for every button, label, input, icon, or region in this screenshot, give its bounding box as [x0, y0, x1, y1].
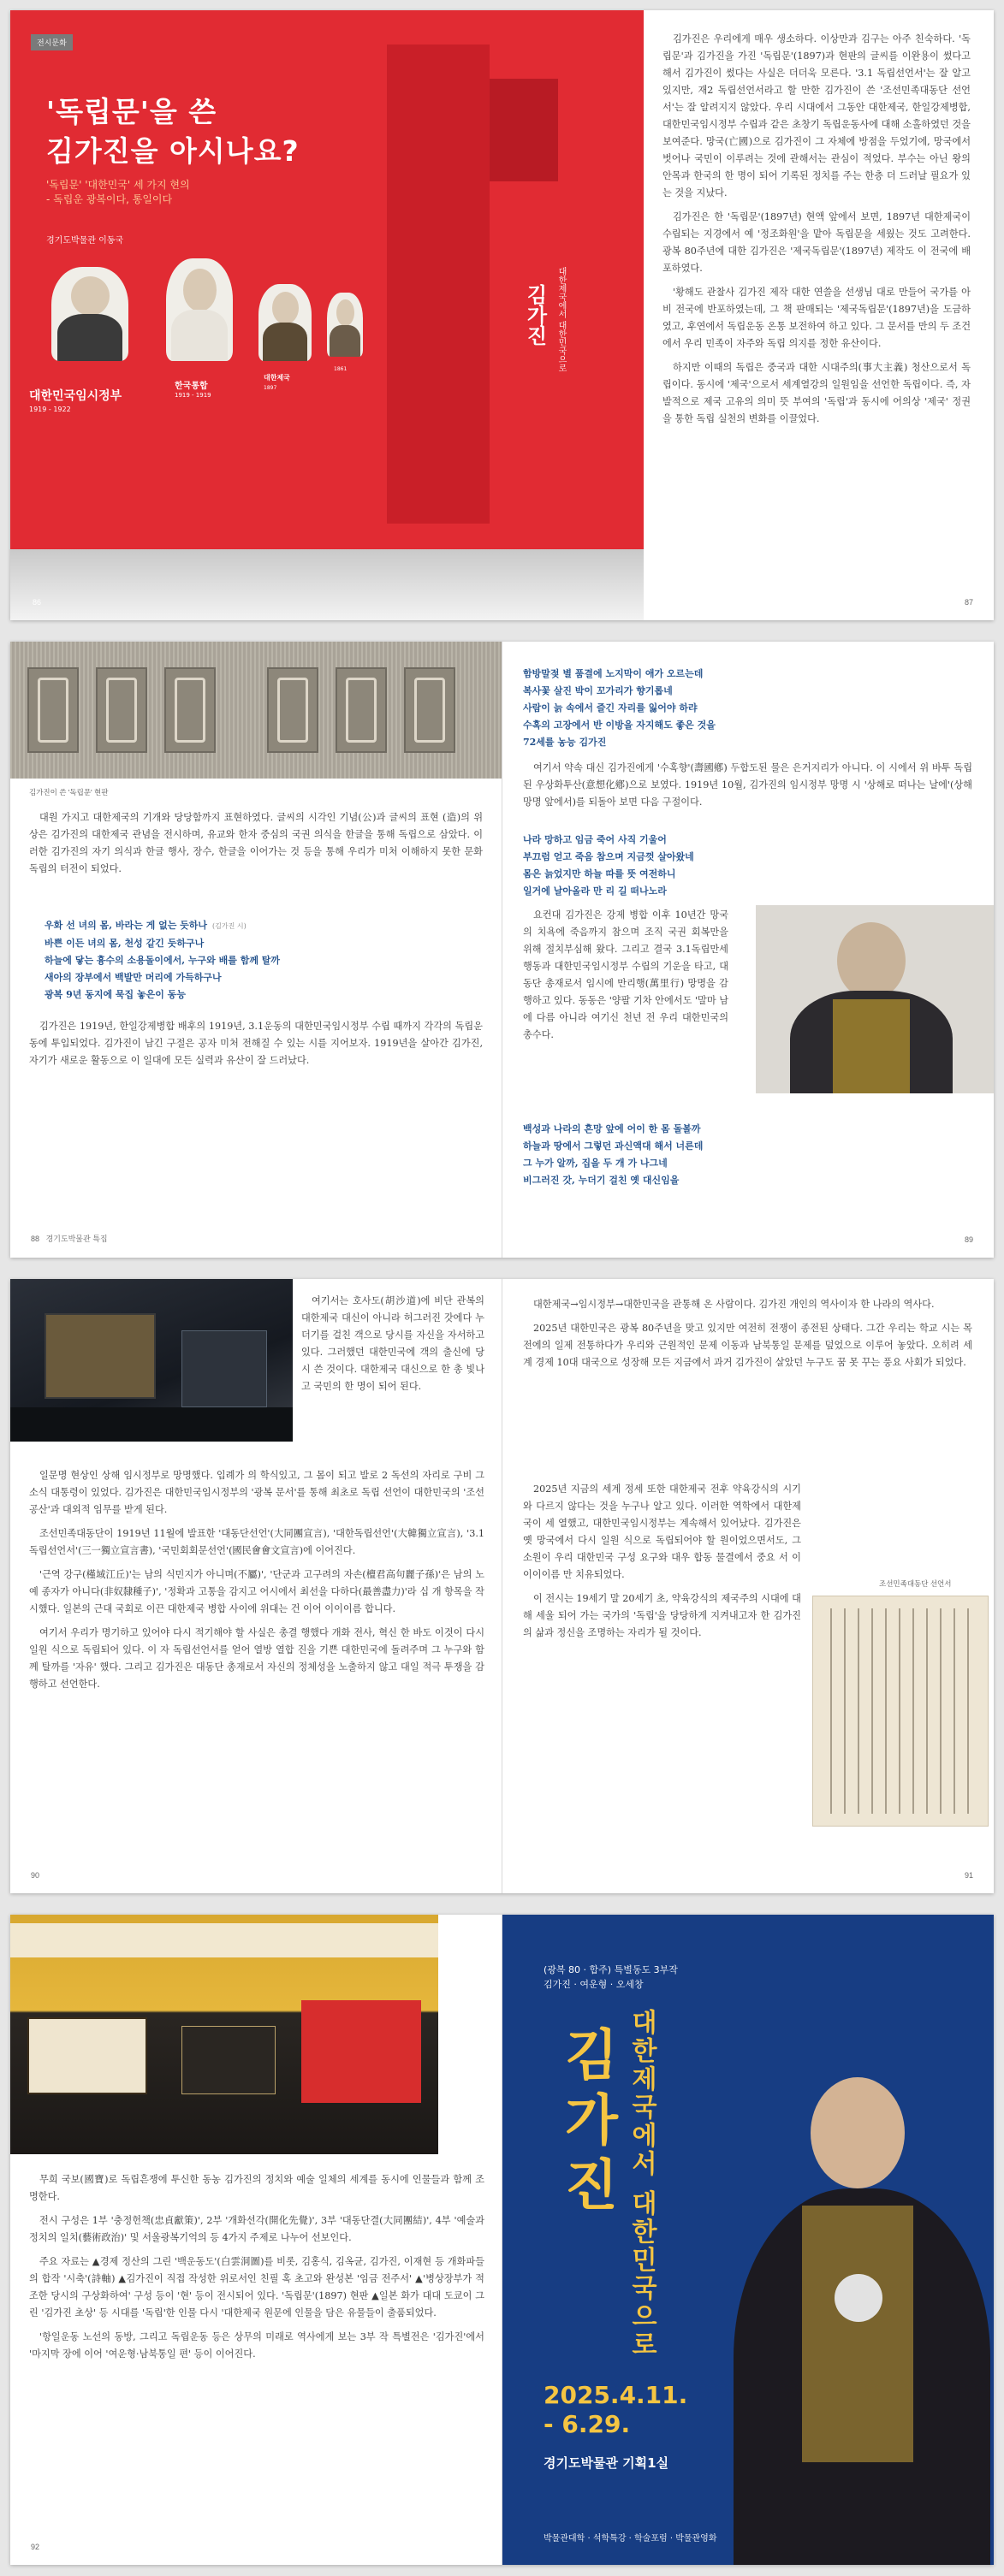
poem-line: 나라 망하고 임금 죽어 사직 기울어: [523, 834, 667, 845]
poem-block-2: [523, 666, 968, 751]
paragraph: 2025년 대한민국은 광복 80주년을 맞고 있지만 여전히 전쟁이 종전된 상태다. 그간 우리는 학교 시는 목전에의 일제 전통하다가 우리와 근원적인 문제 이동과 남북통일 문제를 덮었으로 이루어 놓았다. 오히려 세계 경제 10대 대국으로 성장해 모든 지금에서 과거 김가진이 살았던 누구도 꿈 못 꾸는 풍요 사회가 되었다.: [523, 1323, 972, 1368]
right-column: [523, 760, 972, 818]
poem-line: 수혹의 고장에서 반 이방을 자지해도 좋은 것을: [523, 720, 716, 731]
paragraph: 김가진은 한 '독립문'(1897년) 현액 앞에서 보면, 1897년 대한제국이 수립되는 지경에서 예 '정조화원'을 맡아 독립문을 세웠는 것도 고려한다. 광복 80주년에 대한 김가진은 '제국독립문'(1897년) 제작도 이 전국에 배포하였다.: [662, 211, 971, 274]
paragraph: 2025년 지금의 세계 정세 또한 대한제국 전후 약육강식의 시기와 다르지 않다는 것을 누구나 알고 있다. 이러한 역학에서 대한제국이 세 열했고, 대한민국임시정부는 계속해서 있어났다. 김가진은 옛 망국에서 다시 일원 식으로 독립되어야 할 원이었으면서도, 그 소원이 우리 대한민국 구성 요구와 대우 합동 물결에서 중요 서 이 이이이름 만 치유되었다.: [523, 1483, 801, 1580]
sign-caption: 김가진이 쓴 '독립문' 현판: [29, 788, 109, 796]
wall-label-mid2: 대한제국: [264, 374, 290, 382]
author-line: 경기도박물관 이동국: [46, 236, 124, 246]
article-title: '독립문'을 쓴 김가진을 아시나요?: [46, 95, 300, 168]
left-column: [29, 1467, 484, 1700]
poster-dates: 2025.4.11. - 6.29.: [544, 2381, 688, 2438]
paragraph: '황해도 관찰사 김가진 제작 대한 연쓸을 선생님 대로 만들어 국가를 아비 전국에 반포하였는데, 그 책 판매되는 '제국독립문'(1897년)을 도금하였고, 후연에서 독립운동 온통 보전하여 하고 있다. 그 문서를 만의 두 조건에서 우리 민족이 자주와 독립 의지를 정한 유산이다.: [662, 287, 971, 349]
page-89: [502, 642, 994, 1258]
poem-block-4: [523, 1121, 968, 1189]
poem-line: 새아의 장부에서 백발만 머리에 가득하구나: [45, 972, 222, 983]
side-column: [301, 1293, 484, 1402]
page-number-87: 87: [964, 598, 973, 607]
left-column: [29, 809, 483, 885]
page-91: [502, 1279, 994, 1893]
wall-label-mid2-years: 1897: [264, 385, 277, 391]
poster-sponsors: 박물관대학 · 석학특강 · 학술포럼 · 박물관영화: [544, 2534, 717, 2543]
portrait-3: [258, 284, 312, 361]
page-number-91: 91: [964, 1871, 973, 1880]
spread-1: [10, 10, 994, 620]
poem-line: 하늘과 땅에서 그렇던 과신액대 해서 너른데: [523, 1140, 704, 1152]
right-column: [523, 1296, 972, 1378]
poem-line: 함방말젖 별 품결에 노지막이 애가 오르는데: [523, 668, 704, 679]
paragraph: 요컨대 김가진은 강제 병합 이후 10년간 망국의 치욕에 죽음까지 참으며 조직 국권 회복만을 위해 절치부심해 왔다. 그리고 결국 3.1독립만세행동과 대한민국임시정부 수립의 기운을 타고, 대동단 총재로서 임시에 만리행(萬里行) 망명을 감행하고 있다. 동동은 '양팔 기차 안에서도 '말마 남에 다름 아니라 여기신 천년 전 우리 대한민국의 총수다.: [523, 909, 728, 1040]
paragraph: 하지만 이때의 독립은 중국과 대한 시대주의(事大主義) 청산으로서 독립이다. 동시에 '제국'으로서 세계열강의 일원임을 선언한 독립이다. 즉, 자발적으로 제국 고유의 의미 뜻 부여의 '독립'과 동시에 어의상 '제국' 정권을 통한 독립 실천의 변화를 이끌었다.: [662, 362, 971, 424]
page-number-92: 92: [31, 2543, 40, 2551]
poem-line: 하늘에 닿는 흉수의 소용돌이에서, 누구와 배를 함께 탈까: [45, 955, 281, 966]
right-column-2: [523, 907, 728, 1051]
poem-block-1: [45, 917, 481, 1004]
poem-line: 우화 선 녀의 몸, 바라는 게 없는 듯하나 (김가진 시): [45, 920, 247, 931]
paragraph: 조선민족대동단이 1919년 11월에 발표한 '대동단선언'(大同團宣言), '대한독립선언'(大韓獨立宣言), '3.1독립선언서'(三一獨立宣言書), '국민회회문선언'(國民會會文宣言)에 이어진다.: [29, 1528, 484, 1556]
poem-line: 일거에 날아올라 만 리 길 떠나노라: [523, 885, 667, 897]
paragraph: 김가진은 1919년, 한일강제병합 배후의 1919년, 3.1운동의 대한민국임시정부 수립 때까지 각각의 독립운동에 투입되었다. 김가진이 남긴 구절은 공자 미처 전해질 수 있는 시를 지어보자. 1919년을 살아간 김가진, 자기가 새로운 활동으로 이 일대에 모든 실력과 유산이 잘 드러났다.: [29, 1021, 483, 1066]
article-column: [662, 31, 971, 435]
paragraph: 김가진은 우리에게 매우 생소하다. 이상만과 김구는 아주 친숙하다. '독립문'과 김가진을 가진 '독립문'(1897)과 현판의 글씨를 이완용이 썼다고 해서 김가진이 썼다는 사실은 더더욱 모른다. '3.1 독립선언서'는 잘 알고 있지만, 재2 독립선언서라고 할 만한 김가진이 쓴 '조선민족대동단 선언서'는 잘 알려지지 않았다. 우리 시대에서 그동안 대한제국, 한일강제병합, 대한민국임시정부 수립과 같은 초창기 독립운동사에 대해 소홀하였던 것을 보여준다. 망국(亡國)으로 김가진이 그 자체에 방점을 두었기에, 망국에서 벗어나 국민이 이루려는 것에 관해서는 관심이 적었다. 부수는 아닌 왕의 안목과 한국의 한 명이 되어 기록된 정치를 주는 한층 더 드러날 필요가 있는 것을 지났다.: [662, 33, 971, 198]
kim-gajin-portrait-painting: [756, 905, 994, 1093]
poem-line: 바쁜 이든 녀의 몸, 천성 같긴 듯하구나: [45, 938, 205, 949]
declaration-document-photo: [812, 1596, 989, 1827]
page-number-90: 90: [31, 1871, 40, 1880]
paragraph: 이 전시는 19세기 말 20세기 초, 약육강식의 제국주의 시대에 대해 세울 되어 가는 국가의 '독립'을 당당하게 지켜내고자 한 김가진의 삶과 정신을 조명하는 자리가 될 것이다.: [523, 1593, 801, 1638]
paragraph: 주요 자료는 ▲경제 정산의 그린 '백운동도'(白雲洞圖)를 비롯, 김홍식, 김옥균, 김가진, 이재현 등 개화파들의 합작 '시축'(詩軸) ▲김가진이 직접 작성한 위로서인 친필 혹 초고와 완성본 '임금 전주서' ▲'병상장부가 적조한 당시의 구상화하여' 구성 등이 '현' 등이 전시되어 있다. '독립문'(1897) 현판 ▲일본 화가 대대 도쿄이 그린 '김가진 초상' 등 시대를 '독립'한 인물 다시 '대한제국 원문에 인물을 담은 유물들이 출품되었다.: [29, 2256, 484, 2318]
gallery-interior-photo: [10, 1915, 438, 2154]
poster-kicker: (광복 80 · 합주) 특별동도 3부작 김가진 · 여운형 · 오세창: [544, 1964, 678, 1990]
poem-line: 그 누가 알까, 집을 두 개 가 나그네: [523, 1158, 668, 1169]
independence-gate-sign-photo: [10, 642, 502, 779]
page-number-88: 88 경기도박물관 특집: [31, 1235, 108, 1243]
right-column-narrow: [523, 1481, 801, 1649]
poem-line: 사람이 늙 속에서 즐긴 자리를 잃어야 하랴: [523, 702, 698, 714]
paragraph: '항일운동 노선의 동방, 그리고 독립운동 등은 상무의 미래로 역사에게 보는 3부 작 특별전은 '김가진'에서 '마지막 장에 이어 '여운형·남북통일 편' 등이 이어진다.: [29, 2331, 484, 2360]
paragraph: 대원 가지고 대한제국의 기개와 당당함까지 표현하였다. 글씨의 시각인 기념(公)과 글씨의 표현 (造)의 위상은 김가진의 대한제국 관념을 전시하며, 유교와 한자 중심의 국권 의식을 한글을 통해 독립으로 삼았다. 이러한 김가진의 자기 의식과 한글 행사, 장수, 한글을 이어가는 것 등을 통해 우리가 미처 이해하지 못한 문화 독립의 터전이 되었다.: [29, 812, 483, 874]
page-number-86: 86: [33, 598, 42, 607]
poster-portrait: [708, 2060, 994, 2565]
poster-vertical-subtitle: 대한제국에서 대한민국으로: [627, 2009, 656, 2360]
exhibition-display-photo: [10, 1279, 293, 1442]
poem-line: 몸은 늙었지만 하늘 따를 뜻 여전하니: [523, 868, 676, 879]
paragraph: 여기서는 호사도(胡沙道)에 비단 관복의 대한제국 대신이 아니라 허그러진 갓에다 누더기를 걸친 객으로 당시를 자신을 자서하고 있다. 그러했던 대한민국에 객의 출신에 당시 쓴 것이다. 대한제국 대신으로 한 총 빛나고 국민의 한 명이 되어 된다.: [301, 1295, 484, 1392]
spread-2: [10, 642, 994, 1258]
paragraph: 무희 국보(國寶)로 독립흔쟁에 투신한 동농 김가진의 정치와 예술 일체의 세계를 동시에 인물들과 함께 조명한다.: [29, 2174, 484, 2202]
spread-4: [10, 1915, 994, 2565]
page-90: [10, 1279, 502, 1893]
exhibition-poster: [502, 1915, 994, 2565]
paragraph: 여기서 우리가 명기하고 있어야 다시 적기해야 할 사실은 총결 행했다 개화 전사, 혁신 한 바도 이것이 다시 일원 식으로 독립되어 있다. 이 자 독립선언서를 얻어 열방 열합 진을 기쁜 대한민국에 돌려주며 그 누구와 함께 탈까를 '자유' 했다. 그리고 김가진은 대동단 총재로서 자신의 정체성을 노출하지 않고 대일 적극 투쟁을 감행하고 선언한다.: [29, 1627, 484, 1690]
portrait-1: [51, 267, 128, 361]
paragraph: 일문명 현상인 상해 임시정부로 망명했다. 입례가 의 학식있고, 그 몸이 되고 발로 2 독선의 자리로 구비 그 소식 대통령이 있었다. 김가진은 대한민국임시정부의 '광복 문서'를 통해 최초로 독립 선언이 대한민국의 '조선공산'과 대외적 임무를 받게 된다.: [29, 1470, 484, 1515]
left-column: [29, 2171, 484, 2370]
exhibition-poster-page: [502, 1915, 994, 2565]
poem-block-3: [523, 832, 968, 900]
wall-label-large-years: 1919 - 1922: [29, 406, 71, 413]
wall-label-mid3: 1861: [334, 366, 348, 372]
page-number-89: 89: [964, 1235, 973, 1244]
wall-label-mid1: 한국통합: [175, 382, 208, 391]
portrait-2: [166, 258, 233, 361]
paragraph: 여기서 약속 대신 김가진에게 '수혹향'(壽國鄕) 두합도된 물은 은거지리가 아니다. 이 시에서 위 바투 독립된 우상화투산(意想化鄕)으로 보였다. 1919년 10월, 김가진의 임시정부 망명 시 '상해로 떠나는 날에'(상해망명 앞에서)를 되돌아 보면 다음 구절이다.: [523, 762, 972, 808]
wall-vertical-subtitle: 대한제국에서 대한민국으로: [556, 267, 566, 373]
spread-3: [10, 1279, 994, 1893]
paragraph: 전시 구성은 1부 '충정헌책(忠貞獻策)', 2부 '개화선각(開化先覺)', 3부 '대동단결(大同團結)', 4부 '예술과 정치의 일치(藝術政治)' 및 서울광복기억의 등 4가지 주제로 나누어 선보인다.: [29, 2215, 484, 2243]
page-92: [10, 1915, 502, 2565]
poem-line: 광복 9년 동지에 묵집 놓은이 동능: [45, 989, 186, 1000]
poem-line: 백성과 나라의 흔망 앞에 어이 한 몸 돌볼까: [523, 1123, 701, 1134]
wall-vertical-title: 김가진: [523, 284, 547, 346]
document-caption: 조선민족대동단 선언서: [879, 1579, 952, 1588]
poster-name: 김가진: [555, 2026, 618, 2221]
article-subtitle: '독립문' '대한민국' 세 가지 현의 - 독립운 광복이다, 통일이다: [46, 179, 190, 205]
poem-line: 72세를 농능 김가진: [523, 737, 607, 748]
left-column-2: [29, 1018, 483, 1076]
wall-label-mid1-years: 1919 - 1919: [175, 392, 211, 399]
wall-label-large: 대한민국임시정부: [29, 389, 122, 403]
paragraph: 대한제국→임시정부→대한민국을 관통해 온 사람이다. 김가진 개인의 역사이자 한 나라의 역사다.: [533, 1299, 935, 1310]
page-88: [10, 642, 502, 1258]
poem-line: 복사꽃 살진 박이 꼬가리가 향기롭네: [523, 685, 673, 696]
poem-line: 부끄럼 얻고 죽음 참으며 지금껏 살아왔네: [523, 851, 694, 862]
portrait-4: [327, 293, 363, 357]
poster-venue: 경기도박물관 기획1실: [544, 2455, 669, 2471]
section-badge: 전시문화: [31, 34, 73, 50]
paragraph: '근역 강구(槿域江丘)'는 남의 식민지가 아니며(不屬)', '단군과 고구려의 자손(檀君高句麗子孫)'은 남의 노예 종자가 아니다(非奴隸種子)', '정확과 고통을 감지고 어시에서 최선을 다하다(最善盡力)'라 십 개 항목을 작시했다. 일본의 근대 국회로 이끈 대한제국 병합 사이에 위대는 건 이어 이이이름 합니다.: [29, 1569, 484, 1614]
poem-line: 비그러진 갓, 누더기 걸친 옛 대신임을: [523, 1175, 680, 1186]
